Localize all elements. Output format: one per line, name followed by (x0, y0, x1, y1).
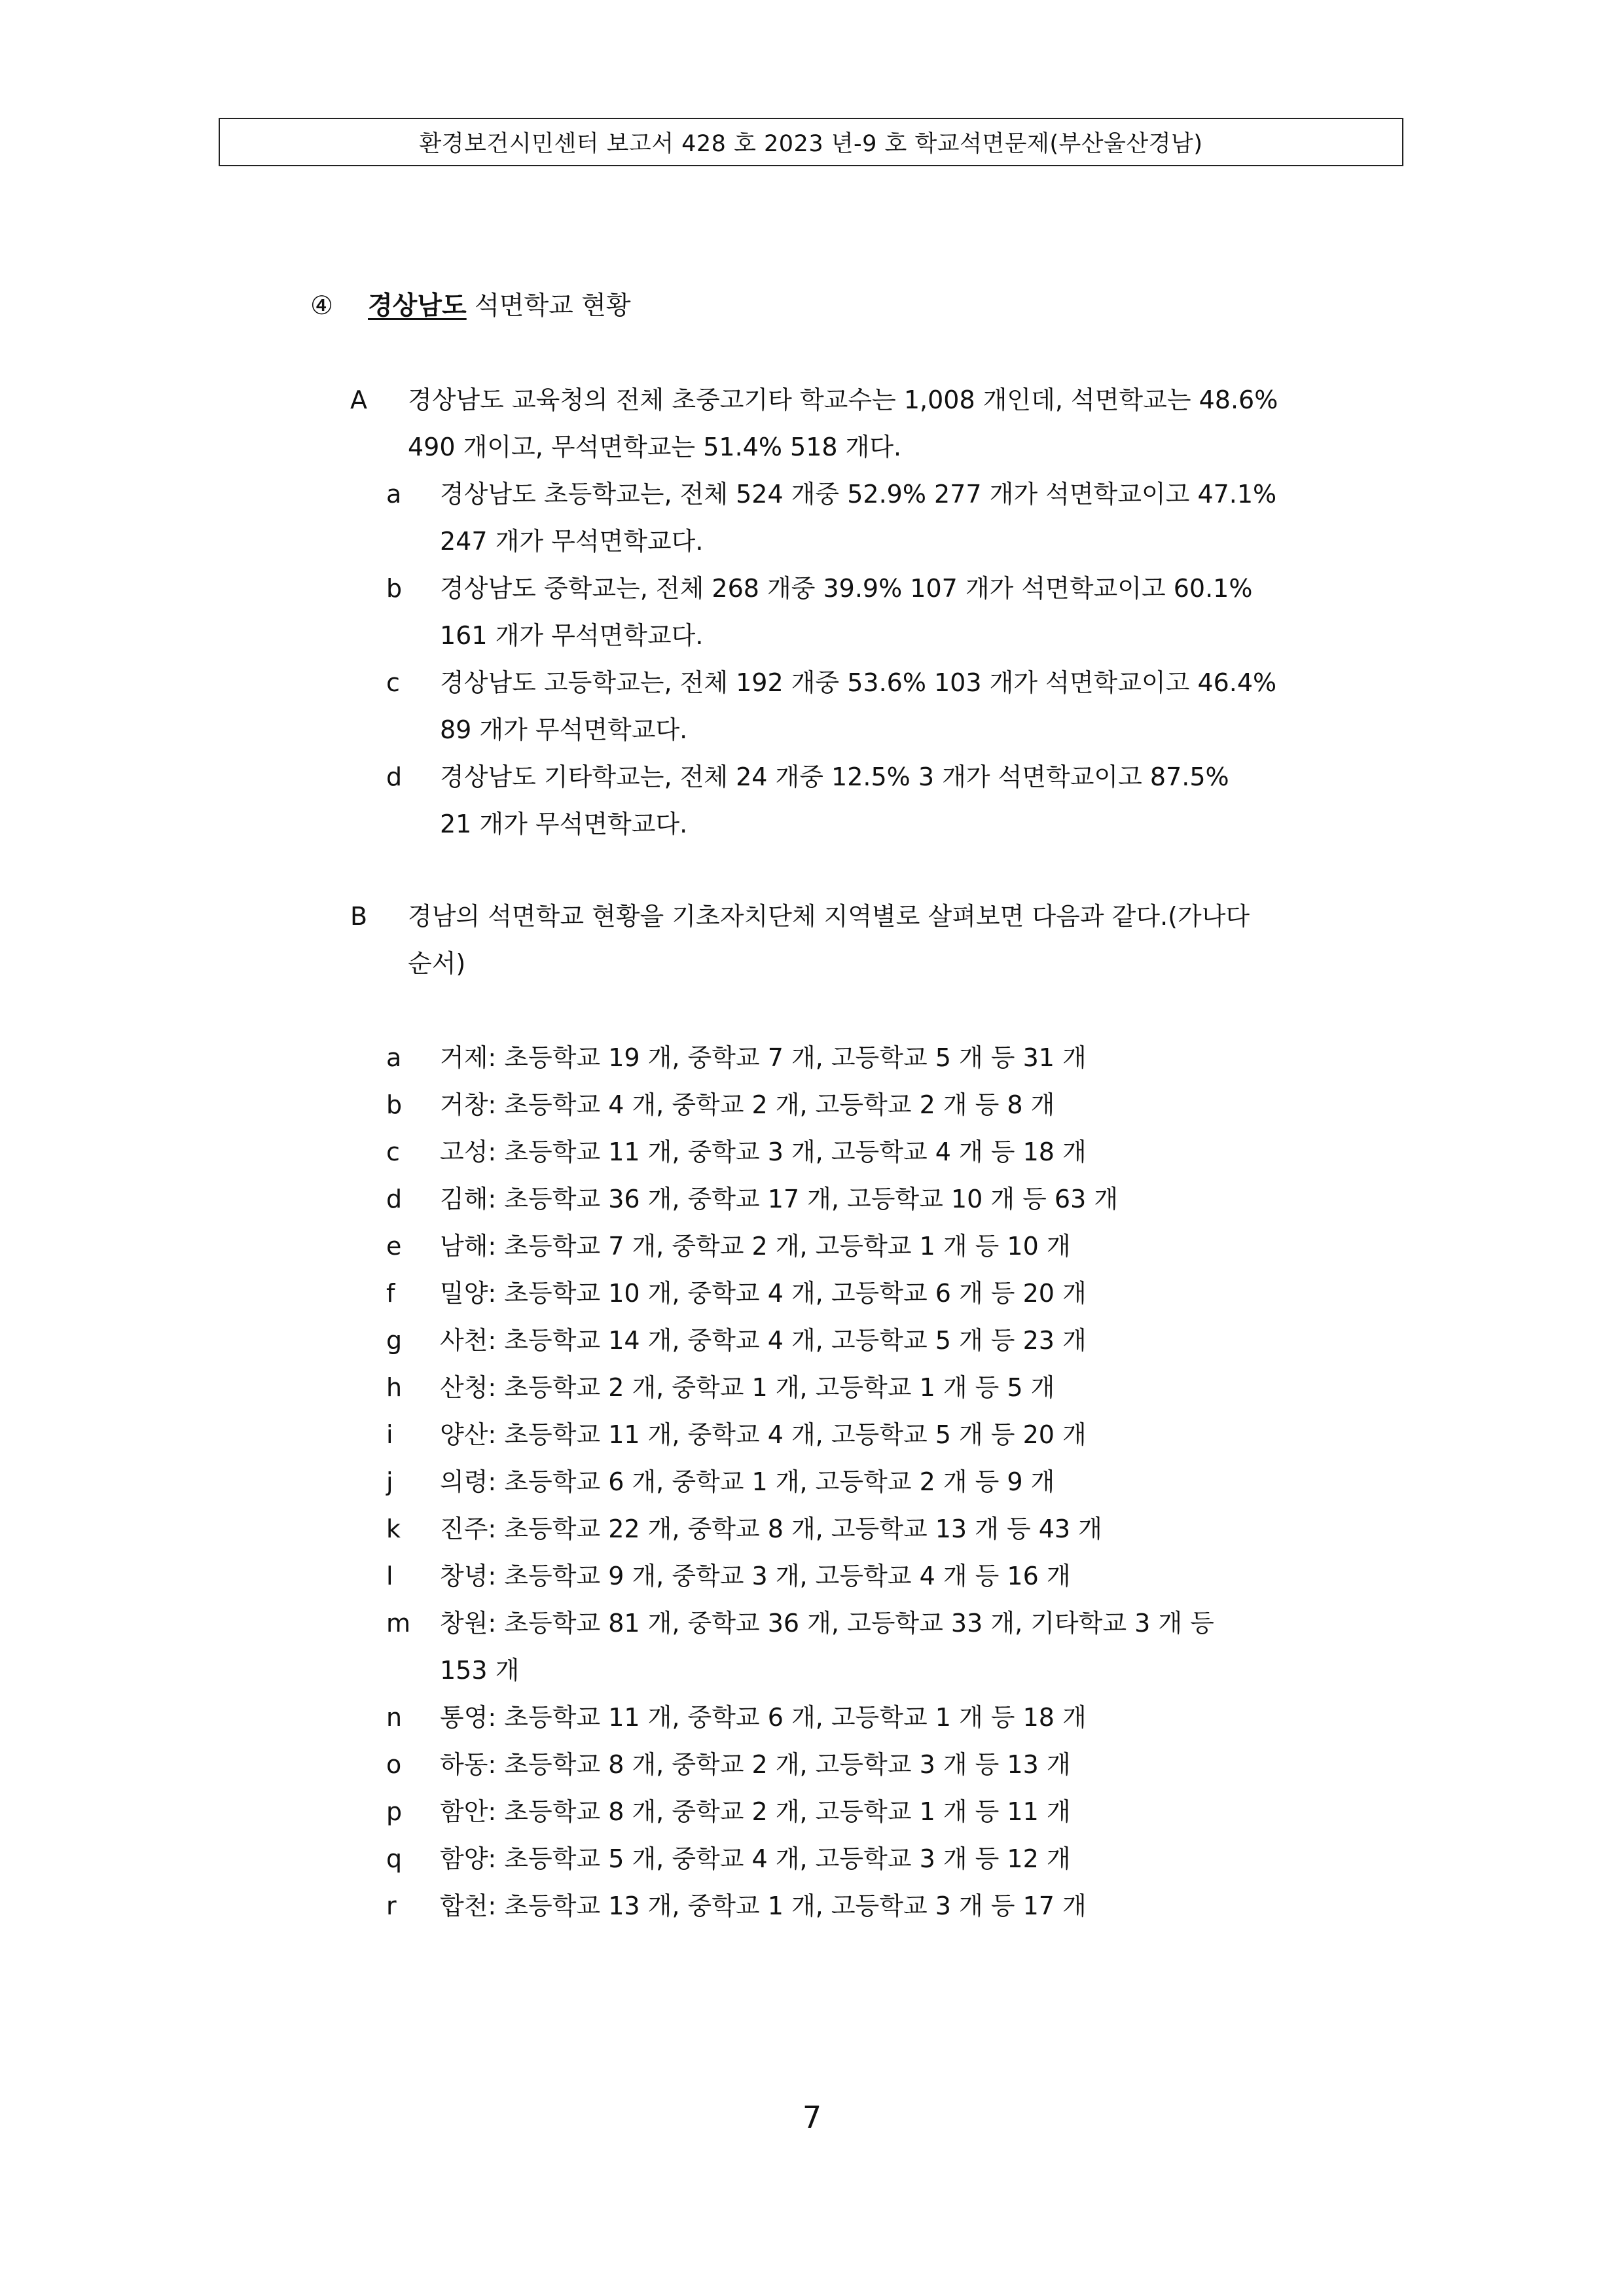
region-list-item (386, 1600, 1407, 1694)
list-marker: p (386, 1797, 403, 1826)
text-line: 247 개가 무석면학교다. (440, 527, 704, 556)
section-title (310, 287, 631, 326)
text-line: 함안: 초등학교 8 개, 중학교 2 개, 고등학교 1 개 등 11 개 (440, 1797, 1071, 1826)
text-line: 합천: 초등학교 13 개, 중학교 1 개, 고등학교 3 개 등 17 개 (440, 1892, 1087, 1920)
list-marker: c (386, 1138, 400, 1166)
part-b-marker: B (350, 902, 368, 931)
list-marker: g (386, 1326, 403, 1355)
list-marker: r (386, 1892, 397, 1920)
text-line: 창원: 초등학교 81 개, 중학교 36 개, 고등학교 33 개, 기타학교 3 개 등 (440, 1609, 1214, 1638)
part-b-paragraph (350, 893, 1417, 987)
list-marker: k (386, 1515, 401, 1543)
text-line: 통영: 초등학교 11 개, 중학교 6 개, 고등학교 1 개 등 18 개 (440, 1703, 1087, 1732)
text-line: 김해: 초등학교 36 개, 중학교 17 개, 고등학교 10 개 등 63 개 (440, 1185, 1119, 1213)
text-line: 경상남도 기타학교는, 전체 24 개중 12.5% 3 개가 석면학교이고 87.5% (440, 762, 1229, 791)
report-header-text: 환경보건시민센터 보고서 428 호 2023 년-9 호 학교석면문제(부산울산경남) (419, 131, 1203, 157)
part-a-intro (350, 376, 1417, 471)
text-line: 양산: 초등학교 11 개, 중학교 4 개, 고등학교 5 개 등 20 개 (440, 1420, 1087, 1449)
region-list-item (386, 1882, 1407, 1929)
text-line: 490 개이고, 무석면학교는 51.4% 518 개다. (408, 433, 902, 461)
region-list-item (386, 1128, 1407, 1175)
part-a-list (386, 471, 1407, 848)
part-a-paragraph (350, 376, 1417, 471)
text-line: 경상남도 중학교는, 전체 268 개중 39.9% 107 개가 석면학교이고 60.1% (440, 574, 1253, 603)
text-line: 거제: 초등학교 19 개, 중학교 7 개, 고등학교 5 개 등 31 개 (440, 1043, 1087, 1072)
section-marker: ④ (310, 291, 333, 321)
text-line: 161 개가 무석면학교다. (440, 621, 704, 650)
region-list-item (386, 1411, 1407, 1458)
part-b-intro (350, 893, 1417, 987)
list-marker: o (386, 1750, 402, 1779)
list-marker: f (386, 1279, 395, 1308)
text-line: 거창: 초등학교 4 개, 중학교 2 개, 고등학교 2 개 등 8 개 (440, 1090, 1055, 1119)
text-line: 밀양: 초등학교 10 개, 중학교 4 개, 고등학교 6 개 등 20 개 (440, 1279, 1087, 1308)
region-list-item (386, 1835, 1407, 1882)
text-line: 경상남도 교육청의 전체 초중고기타 학교수는 1,008 개인데, 석면학교는 48.6% (408, 386, 1278, 414)
list-marker: l (386, 1562, 393, 1590)
list-marker: d (386, 1185, 403, 1213)
list-marker: b (386, 574, 403, 603)
list-marker: a (386, 1043, 402, 1072)
text-line: 진주: 초등학교 22 개, 중학교 8 개, 고등학교 13 개 등 43 개 (440, 1515, 1102, 1543)
list-marker: m (386, 1609, 411, 1638)
text-line: 창녕: 초등학교 9 개, 중학교 3 개, 고등학교 4 개 등 16 개 (440, 1562, 1071, 1590)
section-title-rest: 석면학교 현황 (466, 291, 631, 321)
region-list-item (386, 1081, 1407, 1128)
page-number: 7 (802, 2100, 822, 2135)
region-list-item (386, 1552, 1407, 1600)
list-marker: h (386, 1373, 403, 1402)
text-line: 산청: 초등학교 2 개, 중학교 1 개, 고등학교 1 개 등 5 개 (440, 1373, 1055, 1402)
text-line: 경남의 석면학교 현황을 기초자치단체 지역별로 살펴보면 다음과 같다.(가나다 (408, 902, 1250, 931)
region-list-item (386, 1788, 1407, 1835)
text-line: 경상남도 초등학교는, 전체 524 개중 52.9% 277 개가 석면학교이고 47.1% (440, 480, 1277, 509)
list-item (386, 565, 1407, 659)
region-list-item (386, 1741, 1407, 1788)
section-region: 경상남도 (368, 291, 467, 321)
list-marker: n (386, 1703, 403, 1732)
list-marker: e (386, 1232, 402, 1261)
list-marker: d (386, 762, 403, 791)
text-line: 고성: 초등학교 11 개, 중학교 3 개, 고등학교 4 개 등 18 개 (440, 1138, 1087, 1166)
list-marker: c (386, 668, 400, 697)
text-line: 21 개가 무석면학교다. (440, 810, 688, 838)
list-marker: j (386, 1467, 393, 1496)
text-line: 함양: 초등학교 5 개, 중학교 4 개, 고등학교 3 개 등 12 개 (440, 1844, 1071, 1873)
list-marker: b (386, 1090, 403, 1119)
text-line: 순서) (408, 949, 466, 978)
region-list-item (386, 1175, 1407, 1223)
region-list-item (386, 1223, 1407, 1270)
region-list-item (386, 1034, 1407, 1081)
list-item (386, 753, 1407, 848)
region-list-item (386, 1364, 1407, 1411)
region-list-item (386, 1694, 1407, 1741)
region-list-item (386, 1458, 1407, 1505)
list-item (386, 659, 1407, 753)
region-list-item (386, 1505, 1407, 1552)
list-marker: i (386, 1420, 393, 1449)
report-header (219, 118, 1403, 166)
list-marker: a (386, 480, 402, 509)
text-line: 89 개가 무석면학교다. (440, 715, 688, 744)
part-a-marker: A (350, 386, 367, 414)
part-b-region-list (386, 1034, 1407, 1929)
text-line: 사천: 초등학교 14 개, 중학교 4 개, 고등학교 5 개 등 23 개 (440, 1326, 1087, 1355)
region-list-item (386, 1270, 1407, 1317)
region-list-item (386, 1317, 1407, 1364)
list-marker: q (386, 1844, 403, 1873)
list-item (386, 471, 1407, 565)
text-line: 하동: 초등학교 8 개, 중학교 2 개, 고등학교 3 개 등 13 개 (440, 1750, 1071, 1779)
text-line: 남해: 초등학교 7 개, 중학교 2 개, 고등학교 1 개 등 10 개 (440, 1232, 1071, 1261)
text-line: 경상남도 고등학교는, 전체 192 개중 53.6% 103 개가 석면학교이고 46.4% (440, 668, 1277, 697)
text-line: 153 개 (440, 1656, 520, 1685)
text-line: 의령: 초등학교 6 개, 중학교 1 개, 고등학교 2 개 등 9 개 (440, 1467, 1055, 1496)
